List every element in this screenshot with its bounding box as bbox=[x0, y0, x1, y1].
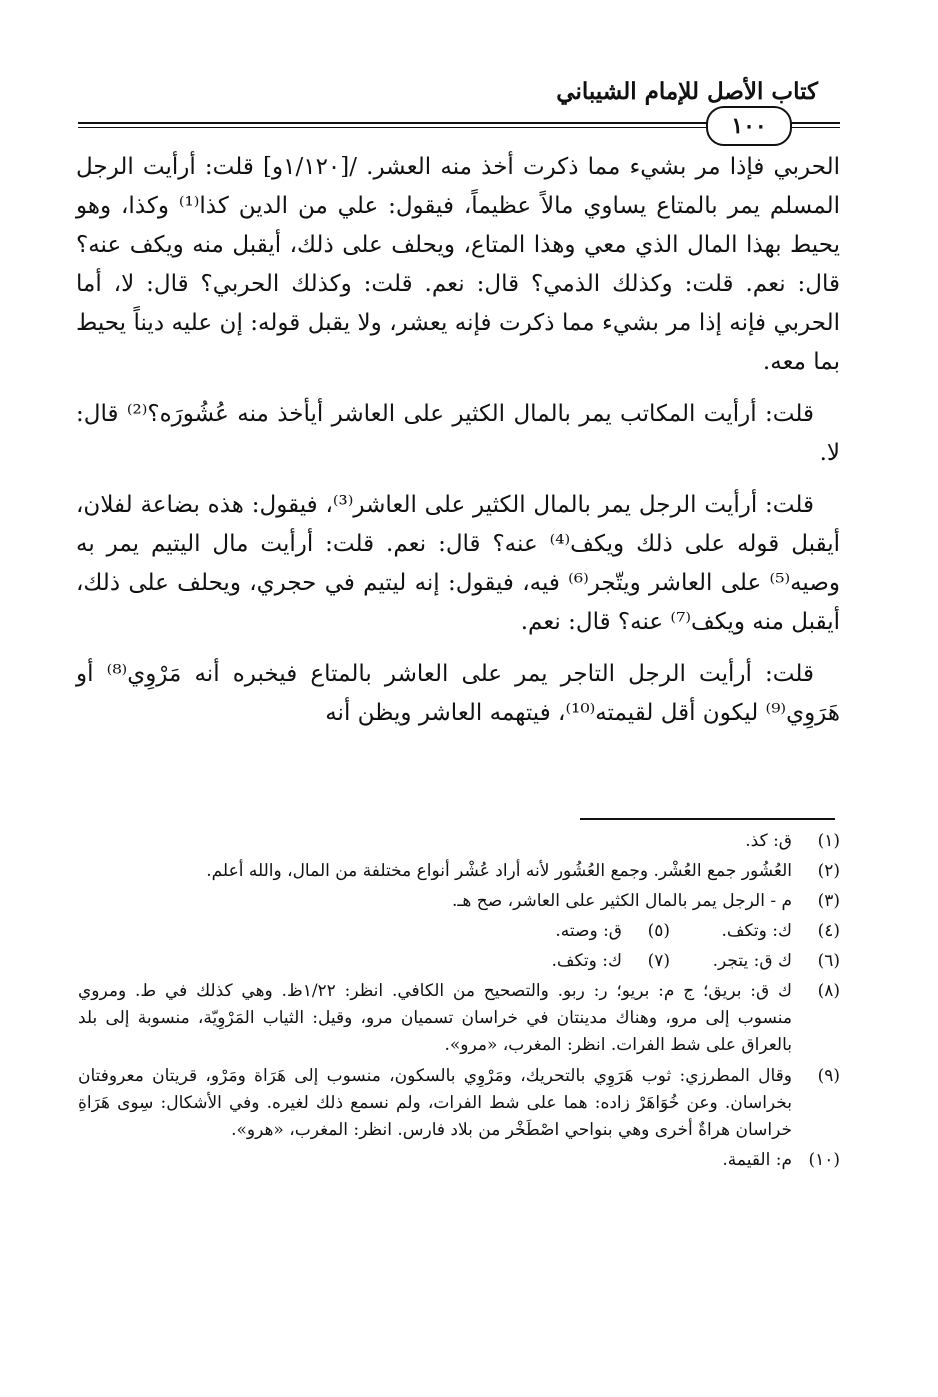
footnote-8 bbox=[78, 978, 840, 1059]
footnote-7 bbox=[500, 948, 670, 975]
footnote-text: وقال المطرزي: ثوب هَرَوِي بالتحريك، ومَرْوِي بالسكون، منسوب إلى هَرَاة ومَرْو، قريتان معروفتان بخراسان. وعن خُوَاهَرْ زاده: هما على شط الفرات، ولم نسمع ذلك لغيره. وفي الأشكال: سِوى هَرَاةِ خراسان هراةٌ أخرى وهي بنواحي اصْطَخْر من بلاد فارس. انظر: المغرب، «هرو». bbox=[78, 1066, 793, 1140]
footnote-4 bbox=[670, 918, 840, 945]
book-title: كتاب الأصل للإمام الشيباني bbox=[556, 78, 818, 105]
page-number-text: ١٠٠ bbox=[731, 113, 767, 139]
footnote-1 bbox=[78, 828, 840, 855]
footnote-6 bbox=[670, 948, 840, 975]
footnote-number: (٣) bbox=[817, 891, 840, 911]
footnote-10 bbox=[78, 1147, 840, 1174]
footnote-9 bbox=[78, 1063, 840, 1144]
footnote-text: ق: كذ. bbox=[745, 831, 792, 851]
footnote-text: ك: وتكف. bbox=[721, 921, 792, 941]
footnote-number: (٦) bbox=[817, 951, 840, 971]
page-number bbox=[706, 106, 792, 146]
footnote-3 bbox=[78, 888, 840, 915]
footnote-row-6-7 bbox=[78, 948, 840, 975]
paragraph-2: قلت: أرأيت المكاتب يمر بالمال الكثير على العاشر أيأخذ منه عُشُورَه؟⁽²⁾ قال: لا. bbox=[76, 401, 840, 466]
footnote-number: (٤) bbox=[817, 921, 840, 941]
paragraph-4: قلت: أرأيت الرجل التاجر يمر على العاشر بالمتاع فيخبره أنه مَرْوِي⁽⁸⁾ أو هَرَوِي⁽⁹⁾ ليكون أقل لقيمته⁽¹⁰⁾، فيتهمه العاشر ويظن أنه bbox=[76, 661, 840, 726]
paragraph-3: قلت: أرأيت الرجل يمر بالمال الكثير على العاشر⁽³⁾، فيقول: هذه بضاعة لفلان، أيقبل قوله على ذلك ويكف⁽⁴⁾ عنه؟ قال: نعم. قلت: أرأيت مال اليتيم يمر به وصيه⁽⁵⁾ على العاشر ويتّجر⁽⁶⁾ فيه، فيقول: إنه ليتيم في حجري، ويحلف على ذلك، أيقبل منه ويكف⁽⁷⁾ عنه؟ قال: نعم. bbox=[76, 492, 840, 635]
footnotes bbox=[78, 828, 840, 1177]
footnote-number: (٩) bbox=[817, 1066, 840, 1086]
footnote-row-4-5 bbox=[78, 918, 840, 945]
footnote-separator bbox=[580, 818, 835, 820]
footnote-number: (١٠) bbox=[808, 1150, 840, 1170]
footnote-text: ك ق: يتجر. bbox=[712, 951, 792, 971]
footnote-text: م - الرجل يمر بالمال الكثير على العاشر، صح هـ. bbox=[452, 891, 792, 911]
footnote-number: (٧) bbox=[647, 951, 670, 971]
footnote-text: العُشُور جمع العُشْر. وجمع العُشُور لأنه أراد عُشْر أنواع مختلفة من المال، والله أعلم. bbox=[206, 861, 792, 881]
footnote-number: (٨) bbox=[817, 981, 840, 1001]
footnote-number: (٥) bbox=[647, 921, 670, 941]
paragraph-1: الحربي فإذا مر بشيء مما ذكرت أخذ منه العشر. /[١/١٢٠و] قلت: أرأيت الرجل المسلم يمر بالمتاع يساوي مالاً عظيماً، فيقول: علي من الدين كذا⁽¹⁾ وكذا، وهو يحيط بهذا المال الذي معي وهذا المتاع، ويحلف على ذلك، أيقبل منه ويكف عنه؟ قال: نعم. قلت: وكذلك الذمي؟ قال: نعم. قلت: وكذلك الحربي؟ قال: لا، أما الحربي فإنه إذا مر بشيء مما ذكرت فإنه يعشر، ولا يقبل قوله: إن عليه ديناً يحيط بما معه. bbox=[76, 154, 840, 375]
footnote-2 bbox=[78, 858, 840, 885]
footnote-text: ق: وصته. bbox=[555, 921, 622, 941]
footnote-text: م: القيمة. bbox=[722, 1150, 792, 1170]
footnote-number: (١) bbox=[817, 831, 840, 851]
footnote-number: (٢) bbox=[817, 861, 840, 881]
footnote-text: ك: وتكف. bbox=[551, 951, 622, 971]
footnote-5 bbox=[500, 918, 670, 945]
footnote-text: ك ق: بريق؛ ج م: بريو؛ ر: ربو. والتصحيح من الكافي. انظر: ١/٢٢ظ. وهي كذلك في ط. ومروي منسوب إلى مرو، وهناك مدينتان في خراسان تسميان مرو، وقيل: الثياب المَرْوِيّة، منسوبة إلى بلد بالعراق على شط الفرات. انظر: المغرب، «مرو». bbox=[78, 981, 792, 1055]
main-text bbox=[76, 148, 840, 746]
